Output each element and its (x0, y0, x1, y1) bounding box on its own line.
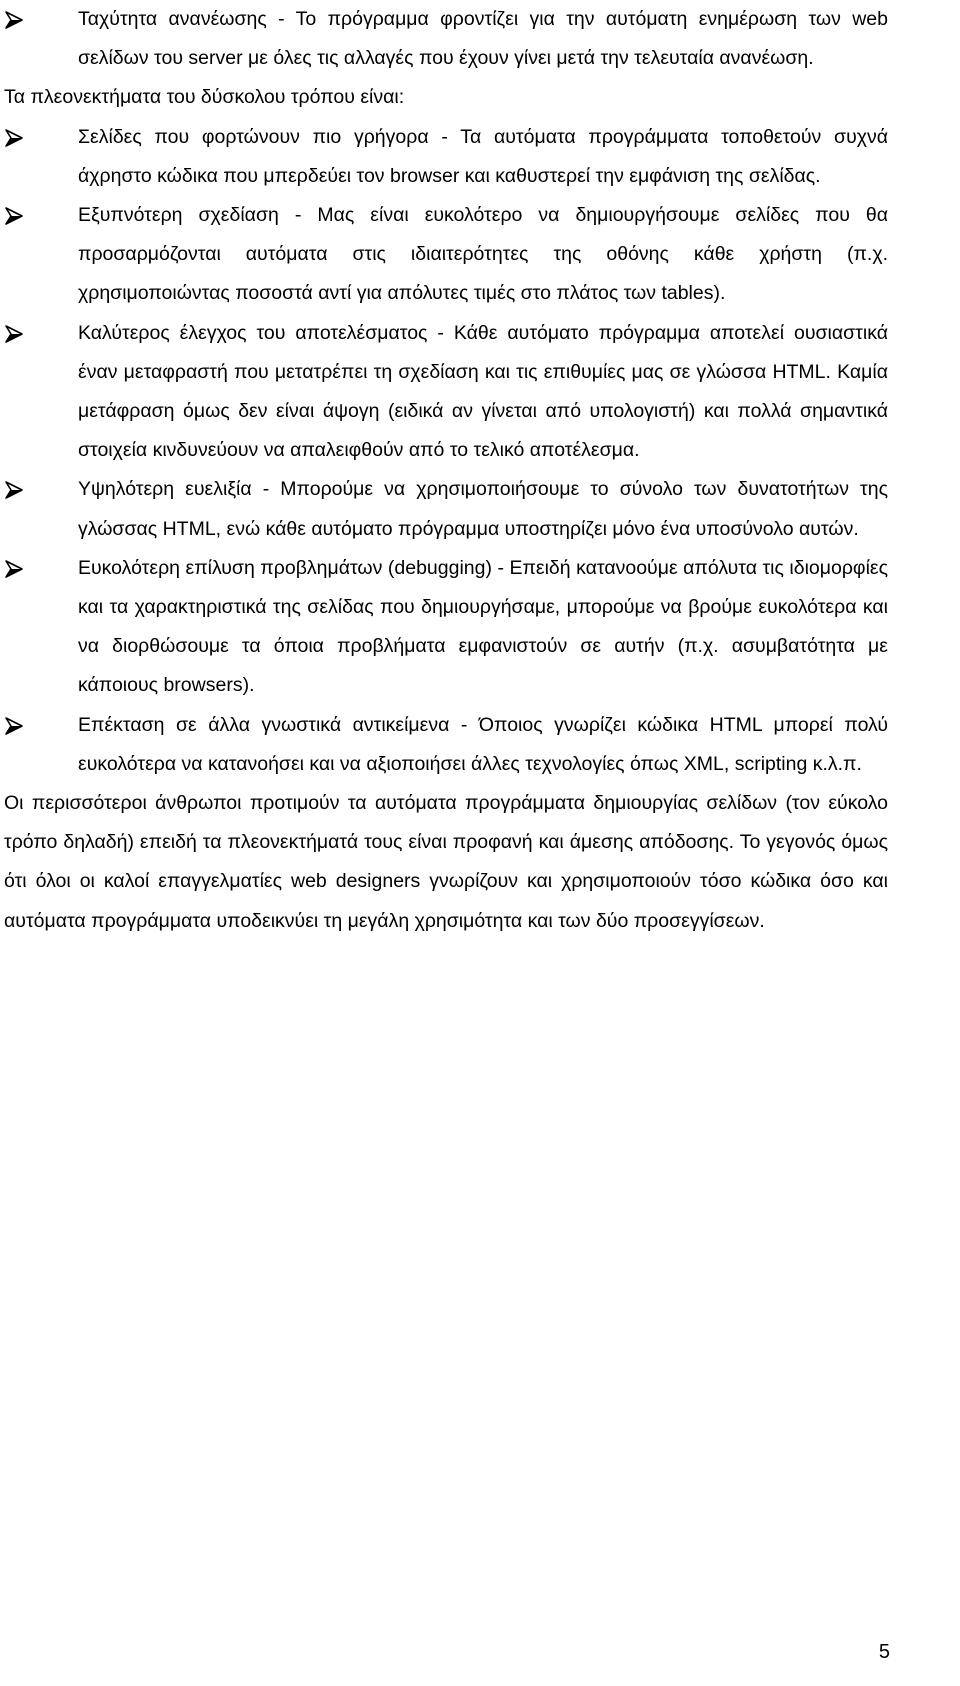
arrowhead-bullet-icon (4, 206, 24, 226)
arrowhead-bullet-icon (4, 128, 24, 148)
advantages-bullet-list (4, 118, 888, 784)
bullet-easier-debugging (4, 549, 888, 706)
bullet-text: Εξυπνότερη σχεδίαση - Μας είναι ευκολότερο να δημιουργήσουμε σελίδες που θα προσαρμόζονται αυτόματα στις ιδιαιτερότητες της οθόνης κάθε χρήστη (π.χ. χρησιμοποιώντας ποσοστά αντί για απόλυτες τιμές στο πλάτος των tables). (78, 204, 888, 305)
bullet-text: Ταχύτητα ανανέωσης - Το πρόγραμμα φροντίζει για την αυτόματη ενημέρωση των web σελίδων του server με όλες τις αλλαγές που έχουν γίνει μετά την τελευταία ανανέωση. (78, 8, 888, 70)
page-content (4, 0, 888, 941)
arrowhead-bullet-icon (4, 559, 24, 579)
arrowhead-bullet-icon (4, 716, 24, 736)
bullet-text: Σελίδες που φορτώνουν πιο γρήγορα - Τα αυτόματα προγράμματα τοποθετούν συχνά άχρηστο κώδικα που μπερδεύει τον browser και καθυστερεί την εμφάνιση της σελίδας. (78, 125, 888, 187)
bullet-text: Καλύτερος έλεγχος του αποτελέσματος - Κάθε αυτόματο πρόγραμμα αποτελεί ουσιαστικά έναν μεταφραστή που μετατρέπει τη σχεδίαση και τις επιθυμίες μας σε γλώσσα HTML. Καμία μετάφραση όμως δεν είναι άψογη (ειδικά αν γίνεται από υπολογιστή) και πολλά σημαντικά στοιχεία κινδυνεύουν να απαλειφθούν από το τελικό αποτέλεσμα. (78, 321, 888, 462)
conclusion-paragraph: Οι περισσότεροι άνθρωποι προτιμούν τα αυτόματα προγράμματα δημιουργίας σελίδων (τον εύκολο τρόπο δηλαδή) επειδή τα πλεονεκτήματά τους είναι προφανή και άμεσης απόδοσης. Το γεγονός όμως ότι όλοι οι καλοί επαγγελματίες web designers γνωρίζουν και χρησιμοποιούν τόσο κώδικα όσο και αυτόματα προγράμματα υποδεικνύει τη μεγάλη χρησιμότητα και των δύο προσεγγίσεων. (4, 792, 888, 932)
bullet-text: Υψηλότερη ευελιξία - Μπορούμε να χρησιμοποιήσουμε το σύνολο των δυνατοτήτων της γλώσσας HTML, ενώ κάθε αυτόματο πρόγραμμα υποστηρίζει μόνο ένα υποσύνολο αυτών. (78, 478, 888, 540)
bullet-higher-flexibility (4, 470, 888, 548)
arrowhead-bullet-icon (4, 10, 24, 30)
advantages-heading: Τα πλεονεκτήματα του δύσκολου τρόπου είναι: (4, 86, 405, 109)
arrowhead-bullet-icon (4, 480, 24, 500)
bullet-knowledge-extension (4, 706, 888, 784)
bullet-faster-pages (4, 118, 888, 196)
bullet-better-control (4, 314, 888, 471)
intro-bullet-list (4, 0, 888, 78)
bullet-smarter-design (4, 196, 888, 314)
page-number: 5 (878, 1641, 890, 1663)
bullet-text: Επέκταση σε άλλα γνωστικά αντικείμενα - Όποιος γνωρίζει κώδικα HTML μπορεί πολύ ευκολότερα να κατανοήσει και να αξιοποιήσει άλλες τεχνολογίες όπως XML, scripting κ.λ.π. (78, 713, 888, 775)
bullet-refresh-speed (4, 0, 888, 78)
bullet-text: Ευκολότερη επίλυση προβλημάτων (debugging) - Επειδή κατανοούμε απόλυτα τις ιδιομορφίες και τα χαρακτηριστικά της σελίδας που δημιουργήσαμε, μπορούμε να βρούμε ευκολότερα και να διορθώσουμε τα όποια προβλήματα εμφανιστούν σε αυτήν (π.χ. ασυμβατότητα με κάποιους browsers). (78, 556, 888, 697)
arrowhead-bullet-icon (4, 324, 24, 344)
